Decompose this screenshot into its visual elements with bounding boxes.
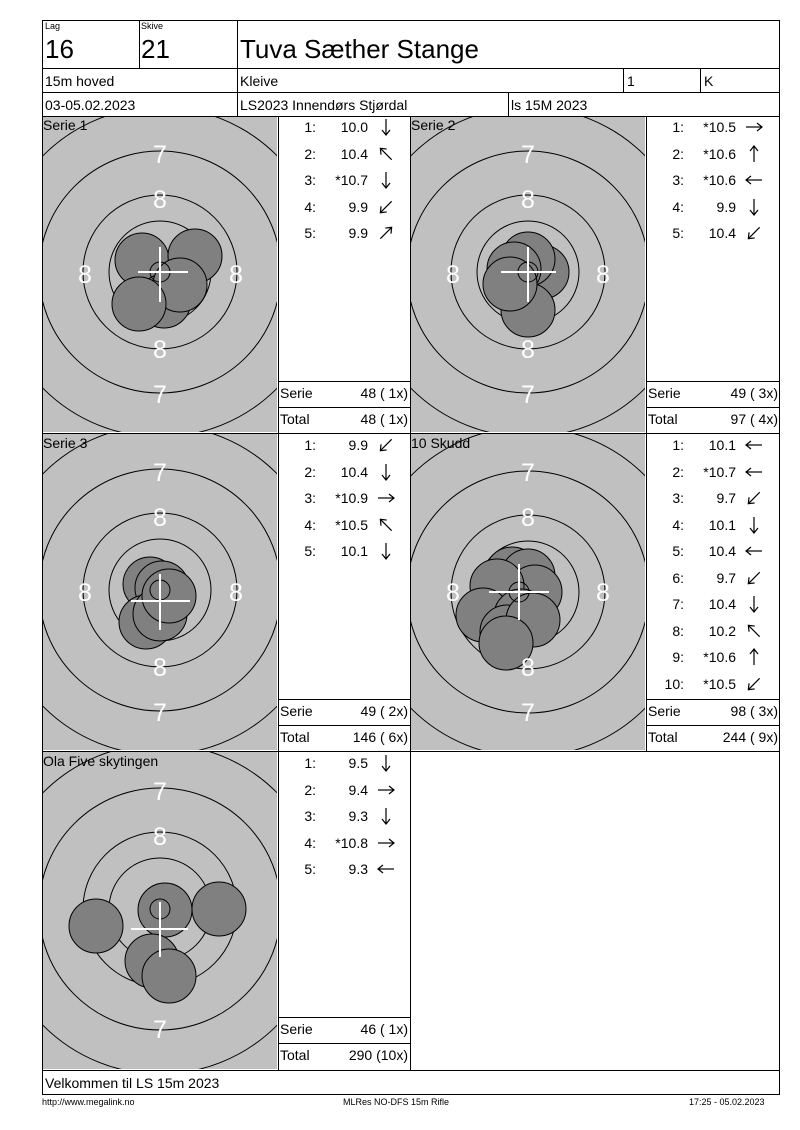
- total-row: [646, 409, 780, 429]
- panel-title-serie-3: Serie 3: [43, 435, 88, 451]
- shot-row: [656, 516, 776, 534]
- target-serie-3: [43, 434, 277, 750]
- skive-label: Skive: [141, 21, 164, 31]
- direction-arrow-icon: [742, 118, 766, 136]
- shot-row: [656, 622, 776, 640]
- ring-label-8-top: 8: [521, 186, 535, 214]
- direction-arrow-icon: [742, 675, 766, 693]
- gender: K: [704, 73, 714, 89]
- shot-number: 5:: [672, 225, 684, 241]
- shot-value: *10.8: [335, 834, 368, 851]
- ring-label-8-top: 8: [153, 823, 167, 851]
- shot-number: 3:: [304, 808, 316, 824]
- ring-label-8-left: 8: [446, 579, 460, 607]
- shot-number: 1:: [672, 437, 684, 453]
- shot-row: [288, 118, 408, 136]
- footer-url: http://www.megalink.no: [42, 1097, 135, 1107]
- shot-value: *10.6: [703, 145, 736, 162]
- serie-row: [646, 701, 780, 721]
- shot-row: [656, 198, 776, 216]
- ring-label-8-top: 8: [521, 504, 535, 532]
- direction-arrow-icon: [374, 807, 398, 825]
- total-row: [278, 727, 410, 747]
- shot-row: [288, 463, 408, 481]
- shot-number: 7:: [672, 596, 684, 612]
- shot-row: [656, 569, 776, 587]
- shot-number: 5:: [304, 543, 316, 559]
- target-ola-five: [43, 752, 277, 1069]
- club-name: Kleive: [240, 73, 279, 89]
- shot-number: 2:: [304, 145, 316, 162]
- shot-number: 2:: [672, 145, 684, 162]
- direction-arrow-icon: [374, 860, 398, 878]
- direction-arrow-icon: [742, 516, 766, 534]
- shot-value: 10.1: [708, 437, 736, 453]
- footer-timestamp: 17:25 - 05.02.2023: [689, 1097, 765, 1107]
- shot-number: 3:: [304, 172, 316, 188]
- serie-value: 46 ( 1x): [360, 1021, 408, 1037]
- ring-label-7-top: 7: [521, 141, 535, 169]
- shot-number: 1:: [304, 119, 316, 135]
- ring-label-7-bottom: 7: [153, 1016, 167, 1044]
- total-label: Total: [280, 411, 310, 427]
- shot-number: 8:: [672, 622, 684, 639]
- shot-number: 4:: [304, 516, 316, 533]
- shot-value: 10.1: [708, 516, 736, 533]
- panel-title-serie-2: Serie 2: [411, 117, 456, 133]
- ring-label-8-top: 8: [153, 504, 167, 532]
- ring-label-8-right: 8: [229, 579, 243, 607]
- shot-row: [656, 118, 776, 136]
- direction-arrow-icon: [742, 595, 766, 613]
- shot-number: 4:: [304, 834, 316, 851]
- ring-label-7-top: 7: [153, 141, 167, 169]
- shot-row: [656, 595, 776, 613]
- shot-list-ola-five: [288, 754, 410, 1016]
- direction-arrow-icon: [374, 118, 398, 136]
- program-name: ls 15M 2023: [511, 97, 588, 113]
- shot-number: 3:: [672, 490, 684, 506]
- shot-number: 4:: [304, 198, 316, 215]
- shot-number: 2:: [672, 463, 684, 480]
- shot-row: [288, 542, 408, 560]
- shot-number: 4:: [672, 198, 684, 215]
- shot-value: *10.5: [703, 675, 736, 692]
- shooter-name: Tuva Sæther Stange: [240, 34, 479, 64]
- shot-value: 9.3: [348, 808, 368, 824]
- shot-number: 4:: [672, 516, 684, 533]
- shot-row: [288, 171, 408, 189]
- ring-label-8-left: 8: [446, 261, 460, 289]
- shot-value: 10.4: [708, 543, 736, 559]
- shot-row: [288, 436, 408, 454]
- shot-row: [656, 489, 776, 507]
- shot-list-serie-3: [288, 436, 410, 698]
- target-serie-2: [411, 117, 645, 432]
- shot-number: 10:: [664, 675, 684, 692]
- ring-label-7-bottom: 7: [521, 381, 535, 409]
- shot-value: *10.7: [703, 463, 736, 480]
- shot-row: [288, 489, 408, 507]
- direction-arrow-icon: [742, 648, 766, 666]
- shot-value: 10.1: [340, 543, 368, 559]
- ring-label-8-right: 8: [596, 579, 610, 607]
- serie-label: Serie: [280, 703, 313, 719]
- serie-row: [278, 383, 410, 403]
- shot-value: 9.9: [348, 198, 368, 215]
- total-row: [646, 727, 780, 747]
- shot-value: 9.3: [348, 861, 368, 877]
- shot-number: 6:: [672, 569, 684, 586]
- panel-title-serie-1: Serie 1: [43, 117, 88, 133]
- direction-arrow-icon: [374, 171, 398, 189]
- shot-number: 9:: [672, 649, 684, 665]
- shot-row: [656, 436, 776, 454]
- serie-row: [278, 701, 410, 721]
- shot-number: 3:: [304, 490, 316, 506]
- ring-label-8-bottom: 8: [153, 654, 167, 682]
- shot-value: 9.7: [716, 490, 736, 506]
- shot-row: [288, 516, 408, 534]
- total-label: Total: [280, 729, 310, 745]
- serie-row: [646, 383, 780, 403]
- shot-value: 10.4: [340, 145, 368, 162]
- shot-value: 9.9: [348, 437, 368, 453]
- total-label: Total: [280, 1047, 310, 1063]
- total-value: 244 ( 9x): [722, 729, 778, 745]
- shot-value: 10.4: [708, 225, 736, 241]
- shot-list-serie-2: [656, 118, 778, 380]
- ring-label-8-top: 8: [153, 186, 167, 214]
- ring-label-8-bottom: 8: [521, 654, 535, 682]
- shot-row: [656, 224, 776, 242]
- total-value: 146 ( 6x): [352, 729, 408, 745]
- panel-title-10-skudd: 10 Skudd: [411, 435, 471, 451]
- direction-arrow-icon: [374, 224, 398, 242]
- shot-number: 2:: [304, 781, 316, 798]
- shot-row: [288, 781, 408, 799]
- welcome-text: Velkommen til LS 15m 2023: [45, 1075, 220, 1091]
- event-name: LS2023 Innendørs Stjørdal: [240, 97, 408, 113]
- total-label: Total: [648, 729, 678, 745]
- shot-value: 10.2: [708, 622, 736, 639]
- shot-value: *10.5: [703, 119, 736, 135]
- total-value: 97 ( 4x): [730, 411, 778, 427]
- direction-arrow-icon: [374, 781, 398, 799]
- shot-row: [288, 198, 408, 216]
- ring-label-7-top: 7: [153, 778, 167, 806]
- shot-row: [656, 648, 776, 666]
- shot-value: *10.6: [703, 649, 736, 665]
- lag-value: 16: [45, 34, 74, 64]
- ring-label-7-bottom: 7: [153, 699, 167, 727]
- shot-value: 9.7: [716, 569, 736, 586]
- serie-value: 48 ( 1x): [360, 385, 408, 401]
- ring-label-8-left: 8: [78, 579, 92, 607]
- serie-label: Serie: [648, 703, 681, 719]
- target-serie-1: [43, 117, 277, 432]
- direction-arrow-icon: [374, 198, 398, 216]
- shot-row: [656, 171, 776, 189]
- lag-label: Lag: [45, 21, 61, 31]
- serie-label: Serie: [280, 385, 313, 401]
- shot-row: [288, 807, 408, 825]
- rank: 1: [627, 73, 635, 89]
- shot-value: 9.4: [348, 781, 368, 798]
- ring-label-8-left: 8: [78, 261, 92, 289]
- ring-label-7-top: 7: [153, 459, 167, 487]
- skive-value: 21: [141, 34, 170, 64]
- shot-row: [288, 224, 408, 242]
- shot-value: 10.4: [340, 463, 368, 480]
- serie-value: 98 ( 3x): [730, 703, 778, 719]
- shot-value: 10.0: [340, 119, 368, 135]
- shot-value: 10.4: [708, 596, 736, 612]
- shot-number: 5:: [672, 543, 684, 559]
- shot-value: *10.5: [335, 516, 368, 533]
- ring-label-8-right: 8: [596, 261, 610, 289]
- total-value: 290 (10x): [348, 1047, 408, 1063]
- direction-arrow-icon: [742, 569, 766, 587]
- shot-number: 5:: [304, 861, 316, 877]
- shot-row: [288, 754, 408, 772]
- serie-row: [278, 1019, 410, 1039]
- direction-arrow-icon: [742, 198, 766, 216]
- shot-row: [288, 145, 408, 163]
- shot-value: 9.5: [348, 755, 368, 771]
- total-value: 48 ( 1x): [360, 411, 408, 427]
- shot-row: [288, 834, 408, 852]
- shot-number: 3:: [672, 172, 684, 188]
- shot-number: 1:: [304, 755, 316, 771]
- ring-label-7-bottom: 7: [521, 699, 535, 727]
- direction-arrow-icon: [374, 145, 398, 163]
- panel-title-ola-five: Ola Five skytingen: [43, 753, 159, 769]
- ring-label-8-right: 8: [229, 261, 243, 289]
- direction-arrow-icon: [742, 489, 766, 507]
- direction-arrow-icon: [742, 224, 766, 242]
- footer-software: MLRes NO-DFS 15m Rifle: [343, 1097, 450, 1107]
- direction-arrow-icon: [374, 542, 398, 560]
- total-label: Total: [648, 411, 678, 427]
- direction-arrow-icon: [742, 436, 766, 454]
- serie-value: 49 ( 3x): [730, 385, 778, 401]
- shot-value: *10.9: [335, 490, 368, 506]
- shot-value: *10.7: [335, 172, 368, 188]
- direction-arrow-icon: [742, 542, 766, 560]
- direction-arrow-icon: [374, 834, 398, 852]
- shot-number: 5:: [304, 225, 316, 241]
- total-row: [278, 1045, 410, 1065]
- shot-list-serie-1: [288, 118, 410, 380]
- direction-arrow-icon: [742, 622, 766, 640]
- total-row: [278, 409, 410, 429]
- shot-list-10-skudd: [656, 436, 778, 698]
- direction-arrow-icon: [742, 145, 766, 163]
- shot-number: 1:: [672, 119, 684, 135]
- shot-row: [656, 463, 776, 481]
- direction-arrow-icon: [742, 463, 766, 481]
- shot-number: 2:: [304, 463, 316, 480]
- direction-arrow-icon: [374, 754, 398, 772]
- direction-arrow-icon: [742, 171, 766, 189]
- shot-value: 9.9: [716, 198, 736, 215]
- direction-arrow-icon: [374, 489, 398, 507]
- ring-label-7-top: 7: [521, 459, 535, 487]
- shot-row: [288, 860, 408, 878]
- serie-label: Serie: [648, 385, 681, 401]
- shot-row: [656, 542, 776, 560]
- shot-value: *10.6: [703, 172, 736, 188]
- class-name: 15m hoved: [45, 73, 115, 89]
- event-date: 03-05.02.2023: [45, 97, 136, 113]
- shot-row: [656, 145, 776, 163]
- ring-label-8-bottom: 8: [153, 336, 167, 364]
- direction-arrow-icon: [374, 463, 398, 481]
- serie-label: Serie: [280, 1021, 313, 1037]
- shot-row: [656, 675, 776, 693]
- target-10-skudd: [411, 434, 645, 750]
- serie-value: 49 ( 2x): [360, 703, 408, 719]
- shot-number: 1:: [304, 437, 316, 453]
- shot-value: 9.9: [348, 225, 368, 241]
- direction-arrow-icon: [374, 436, 398, 454]
- direction-arrow-icon: [374, 516, 398, 534]
- ring-label-7-bottom: 7: [153, 381, 167, 409]
- ring-label-8-bottom: 8: [521, 336, 535, 364]
